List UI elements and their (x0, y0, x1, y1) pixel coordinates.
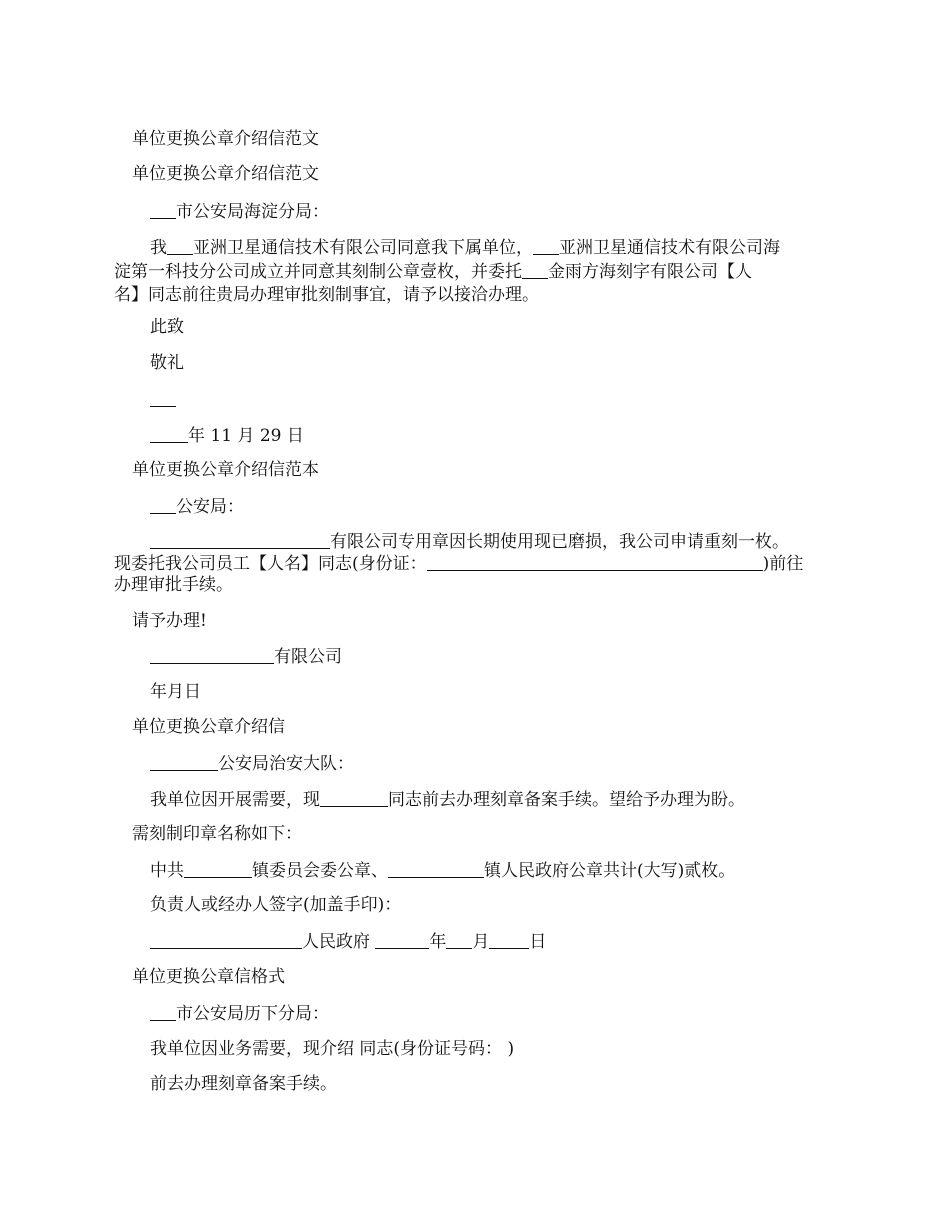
blank-underline (150, 424, 188, 443)
section-heading: 单位更换公章介绍信 (132, 717, 285, 737)
addressee-line: 市公安局历下分局： (150, 1002, 329, 1025)
blank-underline (320, 788, 388, 807)
closing-line: 敬礼 (150, 353, 184, 373)
blank-underline (522, 260, 548, 279)
paragraph-line: 我 亚洲卫星通信技术有限公司同意我下属单位， 亚洲卫星通信技术有限公司海 (150, 238, 780, 258)
blank-underline (489, 930, 529, 949)
paragraph-line: 我单位因业务需要，现介绍 同志(身份证号码： ) (150, 1039, 515, 1059)
paragraph-line: 需刻制印章名称如下： (132, 824, 302, 844)
request-line: 请予办理! (132, 611, 207, 631)
section-heading: 单位更换公章信格式 (132, 967, 285, 987)
blank-underline (388, 859, 484, 878)
addressee-line: 公安局： (150, 495, 244, 518)
blank-underline (167, 236, 193, 255)
blank-underline (150, 930, 302, 949)
blank-underline (150, 645, 274, 664)
blank-underline (375, 930, 429, 949)
blank-underline (150, 752, 218, 771)
signature-line (150, 388, 176, 411)
blank-underline (150, 388, 176, 407)
paragraph-line: 淀第一科技分公司成立并同意其刻制公章壹枚，并委托 金雨方海刻字有限公司【人 (114, 262, 752, 282)
paragraph-line: 我单位因开展需要，现 同志前去办理刻章备案手续。望给予办理为盼。 (150, 790, 745, 810)
doc-title: 单位更换公章介绍信范文 (132, 129, 319, 149)
paragraph-line: 前去办理刻章备案手续。 (150, 1074, 337, 1094)
blank-underline (427, 552, 763, 571)
addressee-line: 市公安局海淀分局： (150, 200, 329, 223)
addressee-line: 公安局治安大队： (150, 752, 354, 775)
blank-underline (533, 236, 559, 255)
closing-line: 此致 (150, 317, 184, 337)
paragraph-line: 办理审批手续。 (114, 575, 233, 595)
blank-underline (184, 859, 252, 878)
blank-underline (150, 1002, 176, 1021)
paragraph-line: 负责人或经办人签字(加盖手印)： (150, 895, 402, 915)
date-line: 年月日 (150, 682, 201, 702)
section-heading: 单位更换公章介绍信范本 (132, 460, 319, 480)
blank-underline (150, 200, 176, 219)
blank-underline (446, 930, 472, 949)
paragraph-line: 名】同志前往贵局办理审批刻制事宜，请予以接洽办理。 (114, 285, 539, 305)
signature-date-line: 人民政府 年 月 日 (150, 930, 546, 953)
company-line: 有限公司 (150, 645, 342, 668)
blank-underline (150, 495, 176, 514)
paragraph-line: 现委托我公司员工【人名】同志(身份证： )前往 (114, 554, 804, 574)
section-heading: 单位更换公章介绍信范文 (132, 164, 319, 184)
paragraph-line: 中共 镇委员会委公章、 镇人民政府公章共计(大写)贰枚。 (150, 861, 736, 881)
paragraph-line: 有限公司专用章因长期使用现已磨损，我公司申请重刻一枚。 (150, 530, 789, 553)
date-line: 年 11 月 29 日 (150, 424, 304, 447)
blank-underline (150, 530, 330, 549)
